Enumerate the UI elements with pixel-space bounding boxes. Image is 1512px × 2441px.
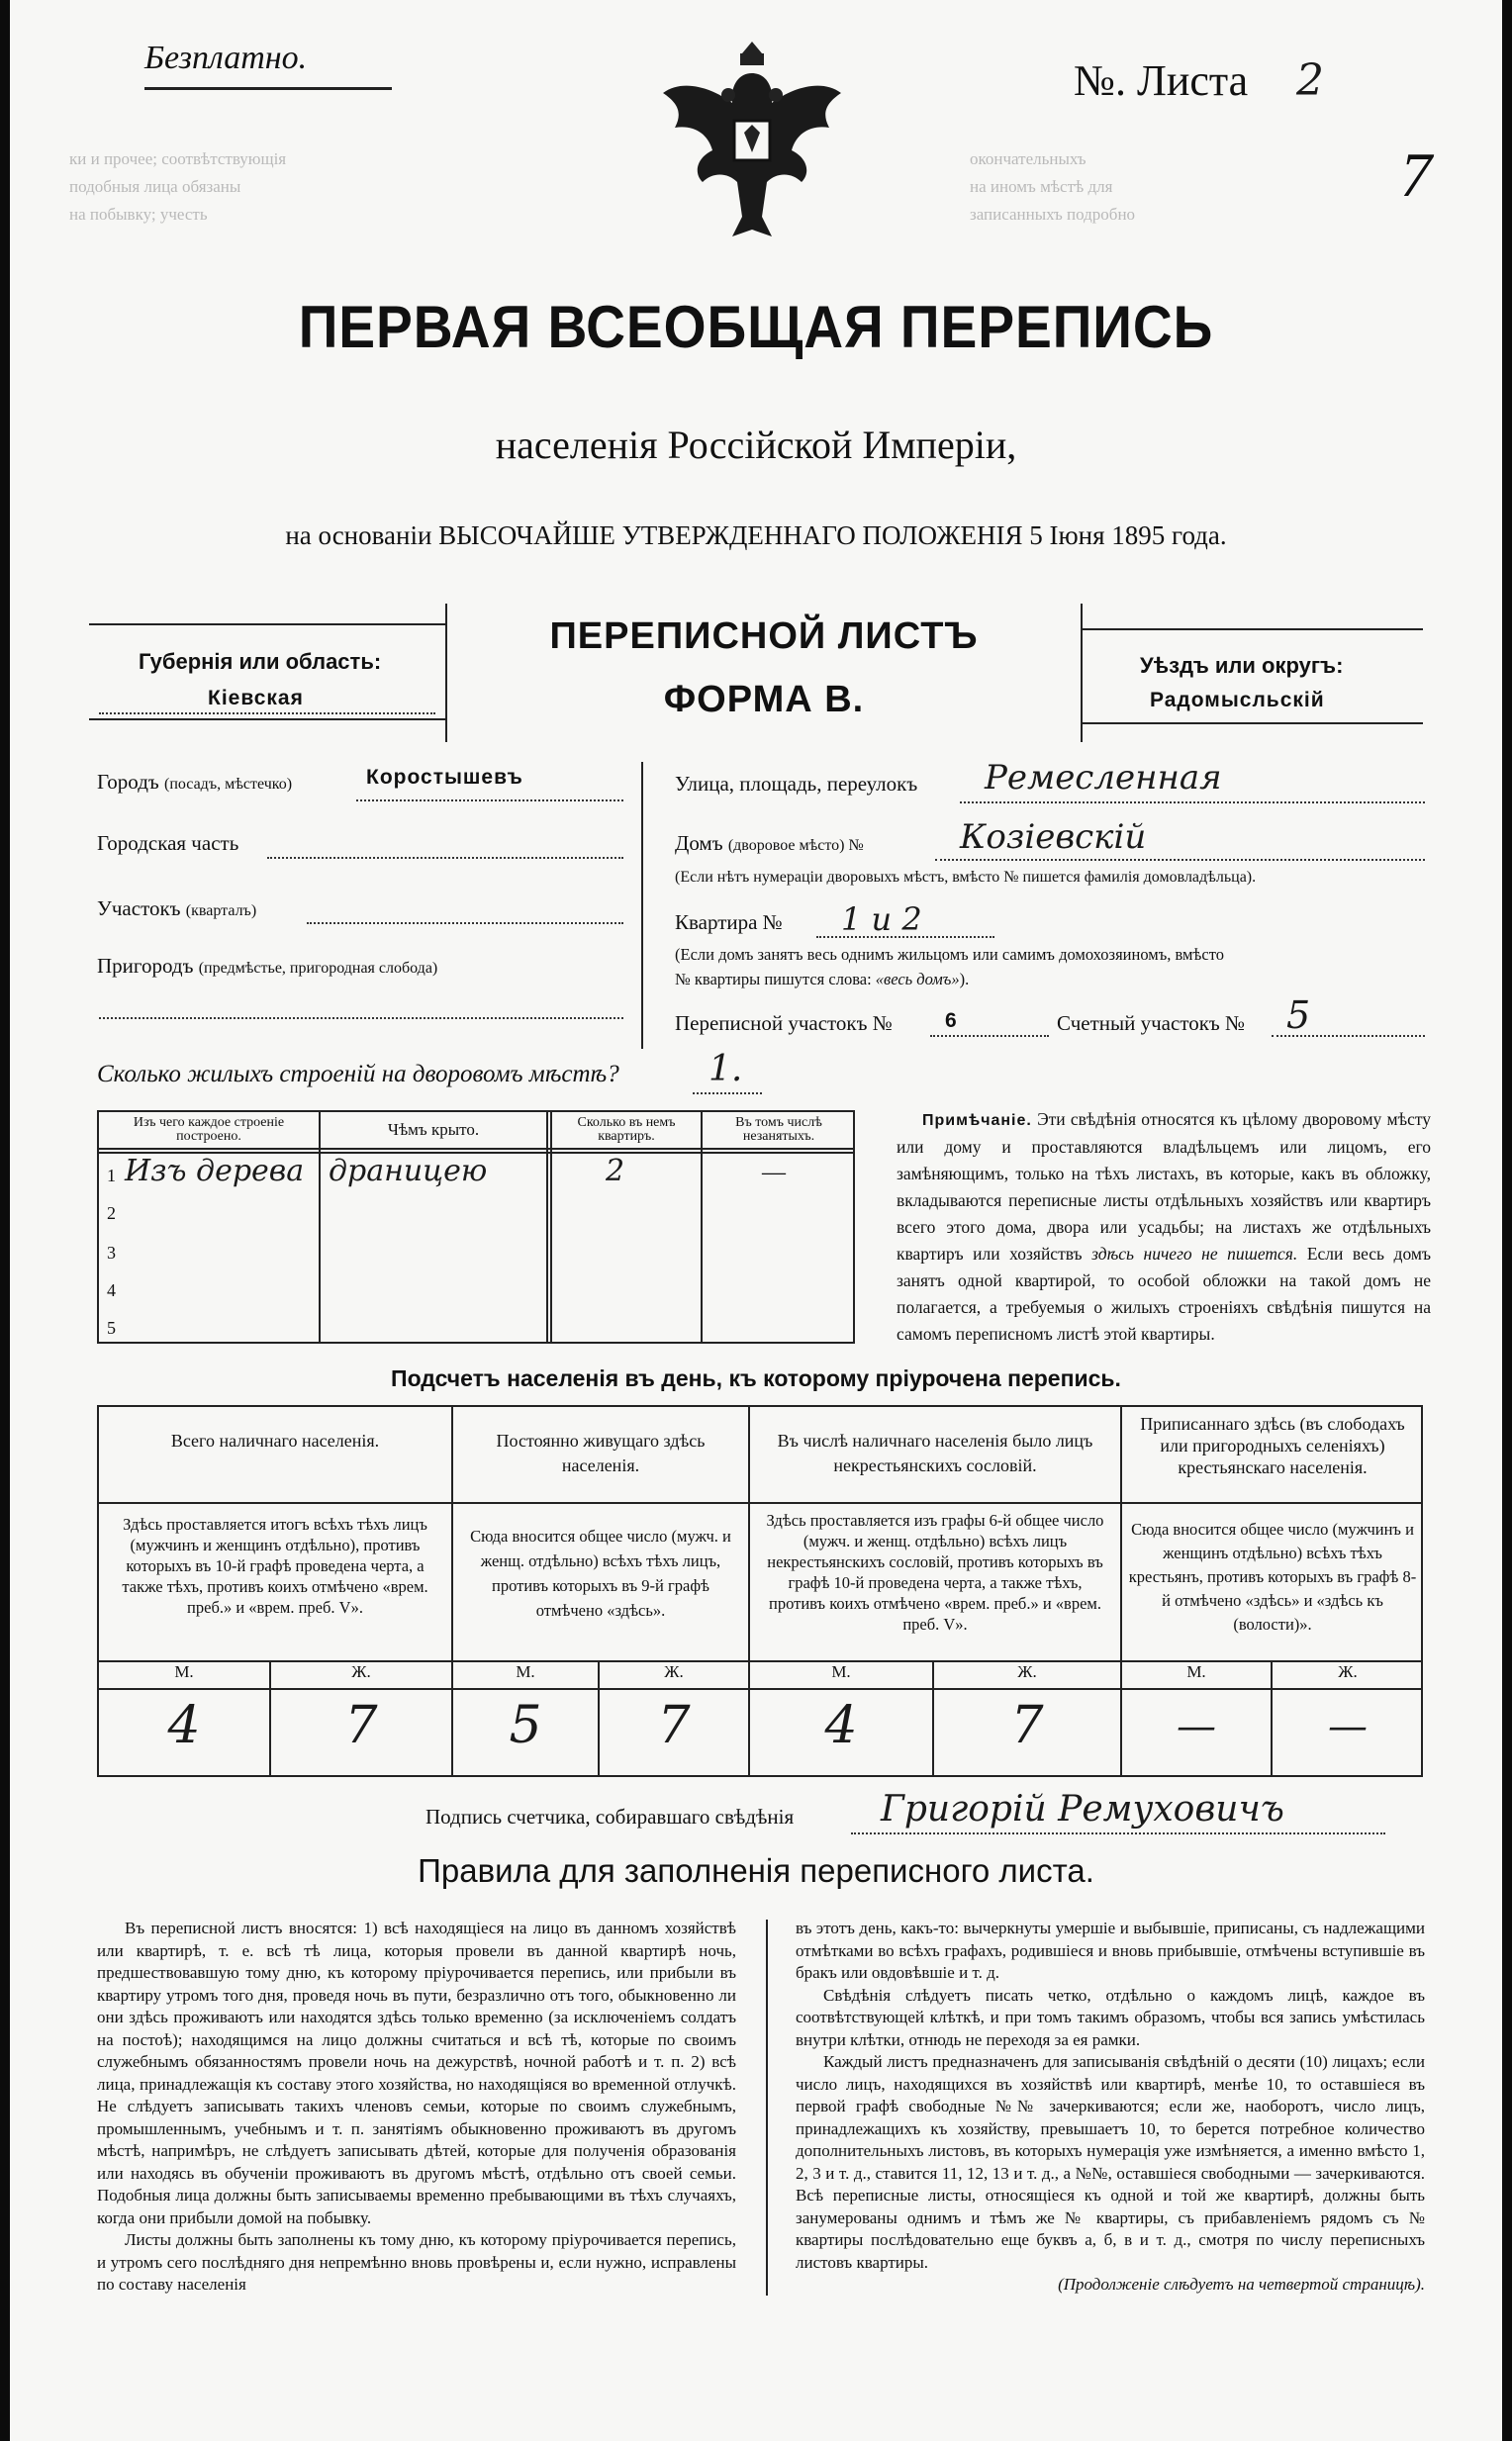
- pop-col1-f-label: Ж.: [351, 1662, 371, 1681]
- rule: [99, 1017, 623, 1019]
- pop-col3-f-value: 7: [1010, 1696, 1044, 1755]
- table-row: [99, 1308, 855, 1346]
- table-row: [99, 1193, 855, 1231]
- apartment-note-end: ).: [959, 970, 970, 988]
- apartment-note-line-1: (Если домъ занятъ весь однимъ жильцомъ или самимъ домохозяиномъ, вмѣсто: [675, 945, 1224, 964]
- rule: [851, 1832, 1385, 1834]
- suburb-hint: (предмѣстье, пригородная слобода): [198, 960, 438, 977]
- pop-col2-m-label: М.: [516, 1662, 535, 1681]
- sheet-number-value: 2: [1296, 55, 1324, 106]
- rules-col2-p3: Каждый листъ предназначенъ для записыванія свѣдѣній о десяти (10) лицахъ; если число лицъ, находящихся въ хозяйствѣ или квартирѣ, менѣе 10, то оставшіеся въ первой графѣ свободные №№ зачеркиваются; если же, наоборотъ, число лицъ, принадлежащихъ къ хозяйству, превышаетъ 10, то берется потребное количество дополнительныхъ листовъ, въ которыхъ нумерація уже измѣняется, а именно вмѣсто 1, 2, 3 и т. д., ставится 11, 12, 13 и т. д., а №№, оставшіеся свободными — зачеркиваются. Всѣ переписные листы, относящіеся къ одной и той же квартирѣ, должны быть занумерованы однимъ и тѣмъ же № квартиры, съ прибавленіемъ рядомъ съ № квартиры послѣдовательно еще буквъ а, б, в и т. д., смотря по числу переписныхъ листовъ квартиры.: [796, 2052, 1425, 2272]
- rule: [89, 623, 447, 625]
- row-number: 5: [107, 1318, 116, 1338]
- house-value: Козіевскій: [960, 817, 1147, 857]
- rule: [1081, 722, 1423, 724]
- rule: [693, 1092, 762, 1094]
- rule: [816, 936, 994, 938]
- note-title: Примѣчаніе.: [922, 1112, 1032, 1129]
- row-roof: драницею: [329, 1154, 488, 1188]
- rule: [1081, 604, 1083, 742]
- pop-col4-desc: Сюда вносится общее число (мужчинъ и женщинъ отдѣльно) всѣхъ тѣхъ крестьянъ, противъ которыхъ въ графѣ 8-й отмѣчено «здѣсь» и «здѣсь къ (волости)».: [1128, 1520, 1417, 1634]
- row-apartments: 2: [606, 1154, 625, 1188]
- pop-col2-head: Постоянно живущаго здѣсь населенія.: [496, 1431, 706, 1475]
- col-roof-head: Чѣмъ крыто.: [387, 1120, 480, 1139]
- census-sheet: [10, 0, 1502, 2441]
- bleed-text-1: ки и прочее; соотвѣтствующія: [69, 149, 287, 168]
- buildings-answer: 1.: [709, 1049, 743, 1089]
- pop-col2-f-value: 7: [657, 1696, 691, 1755]
- row-number: 4: [107, 1280, 116, 1300]
- form-title-2: ФОРМА В.: [663, 679, 865, 720]
- free-label: Безплатно.: [144, 40, 308, 76]
- double-headed-eagle-emblem: [653, 34, 851, 251]
- rule: [99, 1502, 1423, 1504]
- city-label: Городъ: [97, 770, 159, 794]
- pop-col4-m-value: —: [1177, 1704, 1216, 1749]
- signature-value: Григорій Ремуховичъ: [881, 1789, 1284, 1830]
- district-line: [97, 896, 256, 921]
- pop-col3-head: Въ числѣ наличнаго населенія было лицъ некрестьянскихъ сословій.: [777, 1431, 1093, 1475]
- rule: [935, 859, 1425, 861]
- street-value: Ремесленная: [985, 758, 1222, 798]
- apartment-note: [675, 942, 1427, 991]
- pop-col2-desc: Сюда вносится общее число (мужч. и женщ. отдѣльно) всѣхъ тѣхъ лицъ, противъ которыхъ въ 9-й графѣ отмѣчено «здѣсь».: [470, 1527, 731, 1620]
- pop-col1-m-label: М.: [174, 1662, 194, 1681]
- col-material-head: Изъ чего каждое строеніе построено.: [133, 1115, 285, 1144]
- pop-col2-f-label: Ж.: [664, 1662, 684, 1681]
- pop-col1-m-value: 4: [167, 1696, 201, 1755]
- rules-col2-p1: въ этотъ день, какъ-то: вычеркнуты умершіе и выбывшіе, приписаны, съ надлежащими отмѣтками во всѣхъ графахъ, родившіеся и вновь прибывшіе, отмѣчены вступившіе въ бракъ или овдовѣвшіе и т. д.: [796, 1919, 1425, 1982]
- gubernia-value: Кіевская: [208, 687, 304, 709]
- row-number: 3: [107, 1243, 116, 1263]
- buildings-question: Сколько жилыхъ строеній на дворовомъ мѣстѣ?: [97, 1061, 619, 1087]
- gubernia-label: Губернія или область:: [139, 649, 382, 674]
- rule: [267, 857, 623, 859]
- bleed-text-3: на побывку; учесть: [69, 205, 208, 224]
- note-text-b: Если весь домъ занятъ одной квартирой, то особой обложки на такой домъ не полагается, а требуемыя о жилыхъ строеніяхъ свѣдѣнія пишутся на самомъ переписномъ листѣ этой квартиры.: [897, 1244, 1432, 1344]
- table-row: [99, 1154, 855, 1193]
- city-hint: (посадъ, мѣстечко): [163, 776, 293, 793]
- rules-title: Правила для заполненія переписного листа.: [418, 1852, 1094, 1889]
- row-number: 1: [107, 1166, 116, 1185]
- pop-col3-m-value: 4: [824, 1696, 858, 1755]
- uezd-value: Радомысльскій: [1150, 689, 1325, 711]
- rule: [960, 801, 1425, 803]
- col-apartments-head: Сколько въ немъ квартиръ.: [577, 1115, 676, 1144]
- pop-col4-m-label: М.: [1186, 1662, 1206, 1681]
- note-paragraph: [897, 1106, 1431, 1348]
- population-table: [97, 1405, 1423, 1777]
- rules-col1-p1: Въ переписной листъ вносятся: 1) всѣ находящіеся на лицо въ данномъ хозяйствѣ или квартирѣ, т. е. всѣ тѣ лица, которыя провели въ данной квартирѣ ночь, предшествовавшую тому дню, къ которому пріурочивается перепись, или прибыли въ квартиру утромъ того дня, проведя ночь въ пути, безразлично отъ того, обыкновенно ли они здѣсь проживаютъ или находятся здѣсь только временно (за исключеніемъ солдатъ на постоѣ); находящимся на лицо должны считаться и всѣ тѣ, которые по своимъ служебнымъ обязанностямъ провели ночь на дежурствѣ, ночной работѣ и т. п. 2) всѣ лица, принадлежащія къ составу этого хозяйства, но находящіяся во временной отлучкѣ. Не слѣдуетъ записывать такихъ членовъ семьи, которые по своимъ служебнымъ, промышленнымъ, учебнымъ и т. п. занятіямъ обыкновенно проживаютъ въ другомъ мѣстѣ, напримѣръ, не слѣдуетъ записывать дѣтей, которые для полученія образованія или находясь въ обученіи проживаютъ въ другомъ мѣстѣ, отдѣльно отъ своей семьи. Подобныя лица должны быть записываемы временно пребывающими въ тѣхъ случаяхъ, когда они прибыли домой на побывку.: [97, 1919, 736, 2227]
- house-note: (Если нѣтъ нумераціи дворовыхъ мѣстъ, вмѣсто № пишется фамилія домовладѣльца).: [675, 869, 1257, 886]
- note-text-italic: здѣсь ничего не пишется.: [1091, 1244, 1298, 1264]
- pop-col4-head: Приписаннаго здѣсь (въ слободахъ или пригородныхъ селеніяхъ) крестьянскаго населенія.: [1140, 1414, 1405, 1477]
- rules-col2-p2: Свѣдѣнія слѣдуетъ писать четко, отдѣльно о каждомъ лицѣ, каждое въ соотвѣтствующей клѣткѣ, и при томъ такимъ образомъ, чтобы вся запись умѣстилась внутри клѣтки, отнюдь не переходя за ея рамки.: [796, 1985, 1425, 2049]
- census-district-value: 6: [945, 1009, 958, 1032]
- row-vacant: —: [762, 1160, 786, 1185]
- rules-column-1: [97, 1918, 736, 2297]
- sheet-number-label: №. Листа: [1074, 56, 1249, 105]
- rule: [1081, 628, 1423, 630]
- apartment-label: Квартира №: [675, 910, 783, 934]
- pop-col3-f-label: Ж.: [1017, 1662, 1037, 1681]
- city-value: Коростышевъ: [366, 766, 523, 789]
- count-district-value: 5: [1286, 993, 1311, 1037]
- rule: [307, 922, 623, 924]
- pop-col2-m-value: 5: [509, 1696, 542, 1755]
- rule: [766, 1920, 768, 2296]
- census-title: ПЕРВАЯ ВСЕОБЩАЯ ПЕРЕПИСЬ: [298, 294, 1214, 360]
- pop-col4-f-label: Ж.: [1338, 1662, 1358, 1681]
- district-hint: (кварталъ): [185, 902, 257, 919]
- corner-page-number: 7: [1400, 140, 1432, 210]
- census-district-label: Переписной участокъ №: [675, 1011, 893, 1035]
- buildings-table: [97, 1110, 855, 1344]
- table-row: [99, 1233, 855, 1270]
- census-basis: на основаніи ВЫСОЧАЙШЕ УТВЕРЖДЕННАГО ПОЛОЖЕНІЯ 5 Іюня 1895 года.: [285, 520, 1227, 550]
- city-part-label: Городская часть: [97, 831, 239, 855]
- city-line: [97, 770, 292, 795]
- form-title-1: ПЕРЕПИСНОЙ ЛИСТЪ: [549, 615, 979, 657]
- note-text-a: Эти свѣдѣнія относятся къ цѣлому дворовому мѣсту или дому и проставляются владѣльцемъ или лицомъ, его замѣняющимъ, только на тѣхъ листахъ, въ которые, какъ въ обложку, вкладываются переписные листы отдѣльныхъ хозяйствъ или квартиръ всего этого дома, двора или усадьбы; на листахъ же отдѣльныхъ квартиръ или хозяйствъ: [897, 1109, 1432, 1264]
- house-line: [675, 831, 864, 856]
- col-vacant-head: Въ томъ числѣ незанятыхъ.: [735, 1115, 822, 1144]
- row-number: 2: [107, 1203, 116, 1223]
- census-subtitle: населенія Россійской Имперіи,: [495, 422, 1017, 467]
- bleed-text-2: подобныя лица обязаны: [69, 177, 241, 196]
- signature-label: Подпись счетчика, собиравшаго свѣдѣнія: [425, 1805, 795, 1829]
- apartment-value: 1 и 2: [841, 900, 922, 938]
- street-label: Улица, площадь, переулокъ: [675, 772, 918, 796]
- row-material: Изъ дерева: [125, 1154, 305, 1188]
- free-label-underline: [144, 87, 392, 90]
- rule: [356, 799, 623, 801]
- rules-col1-p2: Листы должны быть заполнены къ тому дню, къ которому пріурочивается перепись, и утромъ сего послѣдняго дня непремѣнно вновь провѣрены и, если нужно, исправлены по составу населенія: [97, 2230, 736, 2294]
- district-label: Участокъ: [97, 896, 181, 920]
- house-hint: (дворовое мѣсто) №: [727, 837, 864, 854]
- suburb-line: [97, 954, 437, 979]
- uezd-label: Уѣздъ или округъ:: [1140, 653, 1344, 678]
- bleed-text-5: на иномъ мѣстѣ для: [970, 177, 1113, 196]
- rules-continued: (Продолженіе слѣдуетъ на четвертой страницѣ).: [1058, 2275, 1425, 2294]
- census-title-wrap: [10, 293, 1502, 361]
- count-district-label: Счетный участокъ №: [1057, 1011, 1246, 1035]
- rule: [930, 1035, 1049, 1037]
- house-label: Домъ: [675, 831, 723, 855]
- pop-col1-f-value: 7: [344, 1696, 378, 1755]
- rule: [99, 712, 435, 714]
- table-row: [99, 1270, 855, 1308]
- pop-col1-desc: Здѣсь проставляется итогъ всѣхъ тѣхъ лицъ (мужчинъ и женщинъ отдѣльно), противъ которыхъ въ 10-й графѣ проведена черта, а также тѣхъ, противъ коихъ отмѣчено «врем. преб.» и «врем. преб. V».: [122, 1515, 428, 1617]
- rules-column-2: [796, 1918, 1425, 2297]
- rule: [89, 718, 447, 720]
- pop-col1-head: Всего наличнаго населенія.: [170, 1431, 380, 1451]
- apartment-note-line-2: [675, 967, 1427, 991]
- rule: [1272, 1035, 1425, 1037]
- rule: [99, 1688, 1423, 1690]
- population-title: Подсчетъ населенія въ день, къ которому пріурочена перепись.: [391, 1365, 1121, 1391]
- bleed-text-6: записанныхъ подробно: [970, 205, 1136, 224]
- pop-col3-desc: Здѣсь проставляется изъ графы 6-й общее число (мужч. и женщ. отдѣльно) всѣхъ лицъ некрестьянскихъ сословій, противъ которыхъ въ графѣ 10-й проведена черта, а также тѣхъ, противъ коихъ отмѣчено «врем. преб.» и «врем. преб. V».: [766, 1511, 1104, 1634]
- suburb-label: Пригородъ: [97, 954, 194, 978]
- apartment-note-text: № квартиры пишутся слова:: [675, 970, 872, 988]
- pop-col4-f-value: —: [1328, 1704, 1368, 1749]
- bleed-text-4: окончательныхъ: [970, 149, 1087, 168]
- rule: [641, 762, 643, 1049]
- rule: [99, 1148, 855, 1150]
- pop-col3-m-label: М.: [831, 1662, 851, 1681]
- apartment-note-whole-house: «весь домъ»: [875, 970, 960, 988]
